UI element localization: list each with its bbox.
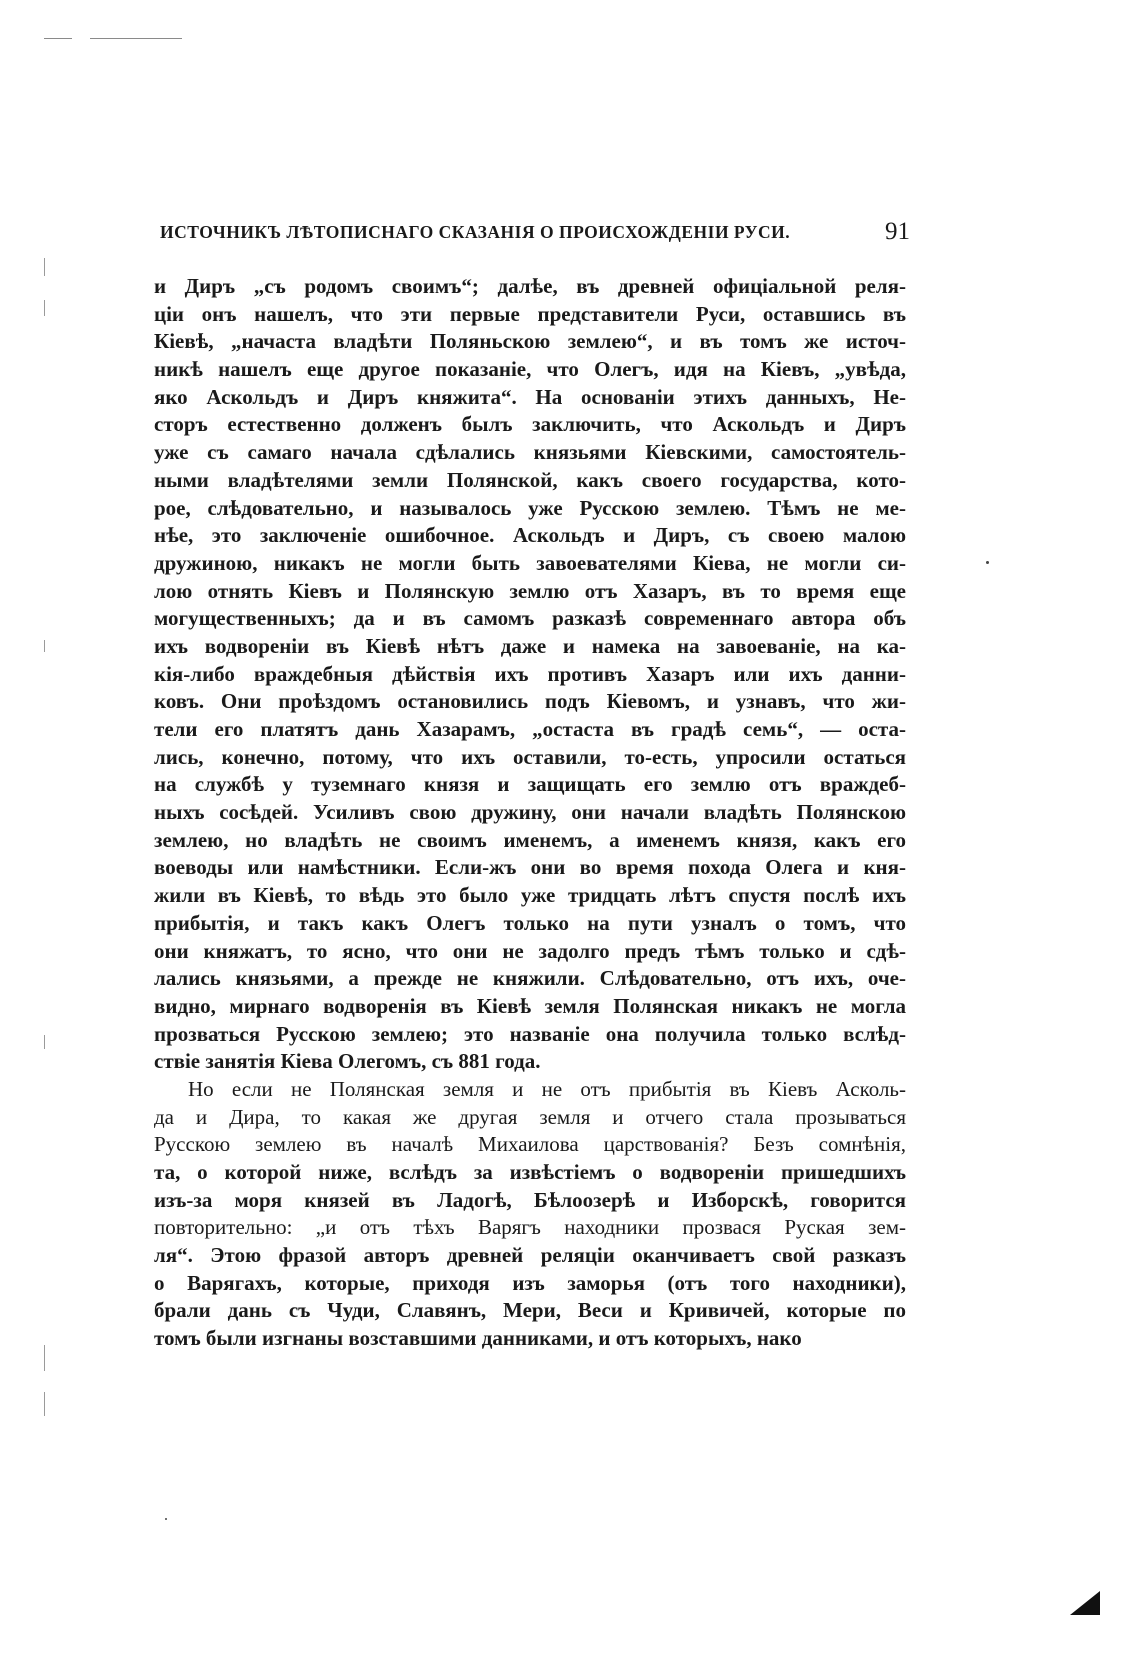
text-line: лались князьями, а прежде не княжили. Слѣдовательно, отъ ихъ, оче- <box>154 966 906 991</box>
text-line: ными владѣтелями земли Полянской, какъ своего государства, кото- <box>154 467 906 492</box>
text-line: никѣ нашелъ еще другое показаніе, что Олегъ, идя на Кіевъ, „увѣда, <box>154 357 906 382</box>
scan-speck <box>165 1518 167 1520</box>
text-line: ля“. Этою фразой авторъ древней реляціи оканчиваетъ свой разказъ <box>154 1243 906 1268</box>
text-line: лись, конечно, потому, что ихъ оставили, то-есть, упросили остаться <box>154 744 906 769</box>
text-line: о Варягахъ, которые, приходя изъ заморья (отъ того находники), <box>154 1270 906 1295</box>
text-line: брали дань съ Чуди, Славянъ, Мери, Веси и Кривичей, которые по <box>154 1298 906 1323</box>
text-line: лою отнять Кіевъ и Полянскую землю отъ Хазаръ, въ то время еще <box>154 578 906 603</box>
text-line: нѣе, это заключеніе ошибочное. Аскольдъ и Диръ, съ своею малою <box>154 523 906 548</box>
text-line: землею, но владѣть не своимъ именемъ, а именемъ князя, какъ его <box>154 827 906 852</box>
margin-tick <box>44 258 45 276</box>
margin-tick <box>44 1035 45 1049</box>
page-header <box>160 218 910 248</box>
text-line: изъ-за моря князей въ Ладогѣ, Бѣлоозерѣ и Изборскѣ, говорится <box>154 1187 906 1212</box>
text-line: та, о которой ниже, вслѣдъ за извѣстіемъ о водвореніи пришедшихъ <box>154 1160 906 1184</box>
page-body <box>154 273 906 1353</box>
text-line: на службѣ у туземнаго князя и защищать его землю отъ враждеб- <box>154 772 906 797</box>
text-line: Русскою землею въ началѣ Михаилова царствованія? Безъ сомнѣнія, <box>154 1132 906 1157</box>
text-line: они княжатъ, то ясно, что они не задолго предъ тѣмъ только и сдѣ- <box>154 938 906 963</box>
scan-edge-mark <box>44 38 72 39</box>
text-line: тели его платятъ дань Хазарамъ, „остаста въ градѣ семь“, — оста- <box>154 717 906 741</box>
text-line: могущественныхъ; да и въ самомъ разказѣ современнаго автора объ <box>154 606 906 631</box>
scan-speck <box>986 561 989 564</box>
text-line: прибытія, и такъ какъ Олегъ только на пути узналъ о томъ, что <box>154 910 906 935</box>
text-line: повторительно: „и отъ тѣхъ Варягъ находники прозвася Руская зем- <box>154 1215 906 1240</box>
margin-tick <box>44 1392 45 1416</box>
text-line: воеводы или намѣстники. Если-жъ они во время похода Олега и кня- <box>154 855 906 880</box>
text-line: ихъ водвореніи въ Кіевѣ нѣтъ даже и намека на завоеваніе, на ка- <box>154 633 906 658</box>
text-line: дружиною, никакъ не могли быть завоевателями Кіева, не могли си- <box>154 550 906 575</box>
text-line: уже съ самаго начала сдѣлались князьями Кіевскими, самостоятель- <box>154 440 906 465</box>
text-line: да и Дира, то какая же другая земля и отчего стала прозываться <box>154 1104 906 1129</box>
text-line: яко Аскольдъ и Диръ княжита“. На основаніи этихъ данныхъ, Не- <box>154 384 906 409</box>
text-line: и Диръ „съ родомъ своимъ“; далѣе, въ древней офиціальной реля- <box>154 274 906 298</box>
scan-edge-mark <box>90 38 182 39</box>
text-line: сторъ естественно долженъ былъ заключить, что Аскольдъ и Диръ <box>154 412 906 437</box>
margin-tick <box>44 1345 45 1371</box>
running-head: ИСТОЧНИКЪ ЛѢТОПИСНАГО СКАЗАНІЯ О ПРОИСХОЖДЕНІИ РУСИ. <box>160 222 791 242</box>
page-corner-triangle <box>1070 1591 1100 1615</box>
text-line: ныхъ сосѣдей. Усиливъ свою дружину, они начали владѣть Полянскою <box>154 800 906 825</box>
text-line: жили въ Кіевѣ, то вѣдь это было уже тридцать лѣтъ спустя послѣ ихъ <box>154 883 906 908</box>
margin-tick <box>44 300 45 316</box>
text-line: ствіе занятія Кіева Олегомъ, съ 881 года. <box>154 1049 541 1074</box>
text-line: томъ были изгнаны возставшими данниками, и отъ которыхъ, нако <box>154 1326 802 1351</box>
text-line: видно, мирнаго водворенія въ Кіевѣ земля Полянская никакъ не могла <box>154 993 906 1018</box>
text-line: Но если не Полянская земля и не отъ прибытія въ Кіевъ Асколь- <box>188 1076 906 1101</box>
text-line: ковъ. Они проѣздомъ остановились подъ Кіевомъ, и узнавъ, что жи- <box>154 689 906 714</box>
text-line: кія-либо враждебныя дѣйствія ихъ противъ Хазаръ или ихъ данни- <box>154 661 906 686</box>
text-line: Кіевѣ, „начаста владѣти Поляньскою землею“, и въ томъ же источ- <box>154 329 906 354</box>
text-line: прозваться Русскою землею; это названіе она получила только вслѣд- <box>154 1021 906 1046</box>
text-line: ціи онъ нашелъ, что эти первые представители Руси, оставшись въ <box>154 301 906 326</box>
text-line: рое, слѣдовательно, и называлось уже Русскою землею. Тѣмъ не ме- <box>154 495 906 520</box>
page-number: 91 <box>885 218 910 245</box>
margin-tick <box>44 640 45 652</box>
